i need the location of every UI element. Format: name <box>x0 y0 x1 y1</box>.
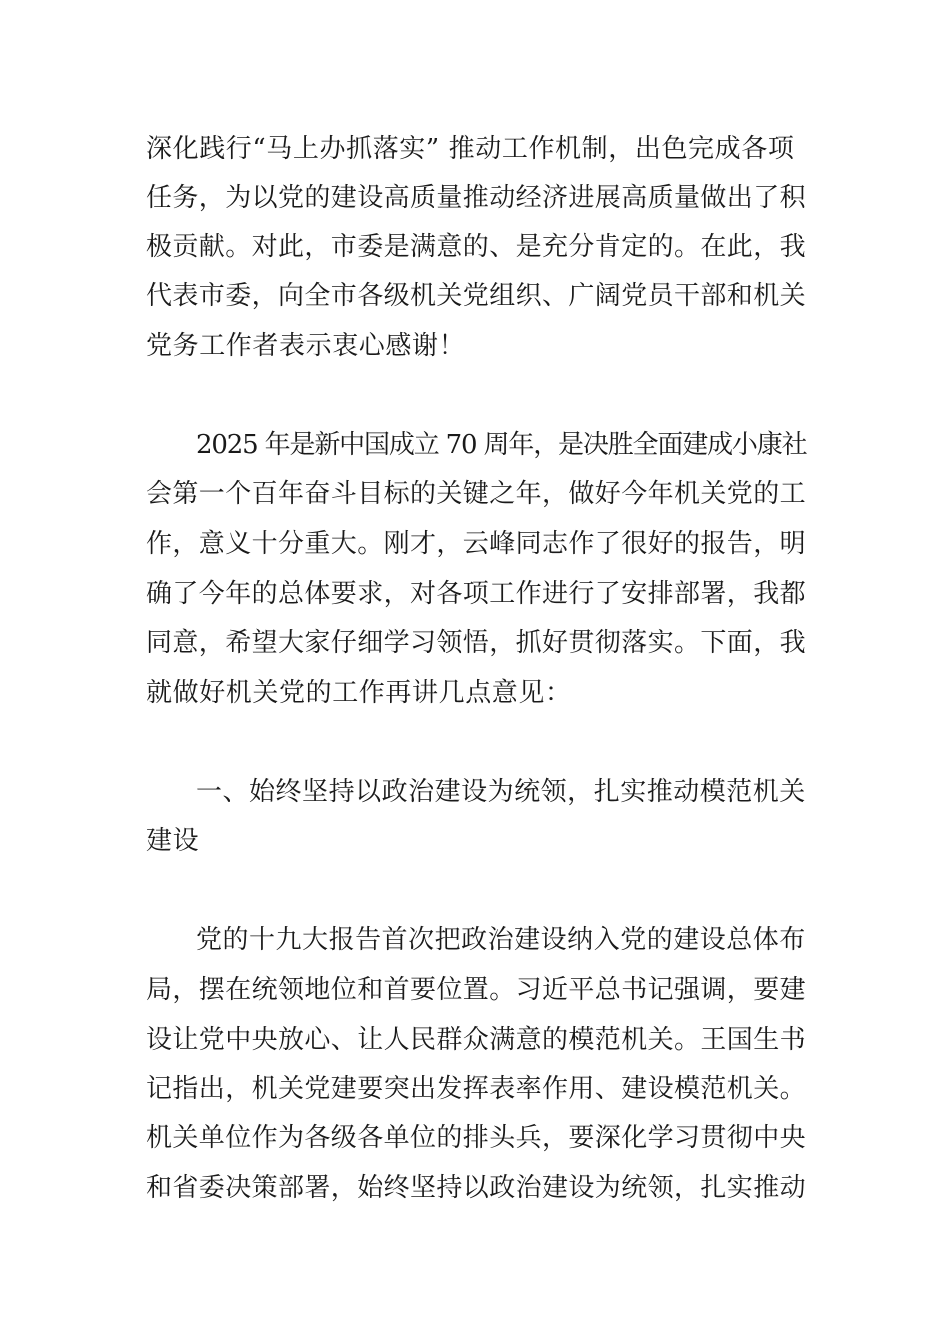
paragraph-2-line-3: 作，意义十分重大。刚才，云峰同志作了很好的报告，明 <box>146 529 807 559</box>
paragraph-2-line-6: 就做好机关党的工作再讲几点意见： <box>146 678 572 708</box>
paragraph-4-line-6: 和省委决策部署，始终坚持以政治建设为统领，扎实推动 <box>146 1173 807 1203</box>
paragraph-2-line-2: 会第一个百年奋斗目标的关键之年，做好今年机关党的工 <box>146 479 807 509</box>
paragraph-1-line-3: 极贡献。对此，市委是满意的、是充分肯定的。在此，我 <box>146 232 807 262</box>
paragraph-4-line-4: 记指出，机关党建要突出发挥表率作用、建设模范机关。 <box>146 1074 807 1104</box>
paragraph-4-line-1: 党的十九大报告首次把政治建设纳入党的建设总体布 <box>196 925 806 955</box>
section-heading-line-1: 一、始终坚持以政治建设为统领，扎实推动模范机关 <box>196 777 806 807</box>
paragraph-4-line-2: 局，摆在统领地位和首要位置。习近平总书记强调，要建 <box>146 975 807 1005</box>
paragraph-2-line-5: 同意，希望大家仔细学习领悟，抓好贯彻落实。下面，我 <box>146 628 807 658</box>
section-heading-line-2: 建设 <box>146 826 200 856</box>
paragraph-1-line-1: 深化践行“马上办抓落实” 推动工作机制，出色完成各项 <box>146 134 795 164</box>
paragraph-2-line-4: 确了今年的总体要求，对各项工作进行了安排部署，我都 <box>146 579 807 609</box>
paragraph-1-line-5: 党务工作者表示衷心感谢！ <box>146 331 466 361</box>
paragraph-4-line-3: 设让党中央放心、让人民群众满意的模范机关。王国生书 <box>146 1025 807 1055</box>
paragraph-1-line-4: 代表市委，向全市各级机关党组织、广阔党员干部和机关 <box>146 281 807 311</box>
paragraph-1-line-2: 任务，为以党的建设高质量推动经济进展高质量做出了积 <box>146 183 807 213</box>
paragraph-2-line-1: 2025 年是新中国成立 70 周年，是决胜全面建成小康社 <box>196 430 807 460</box>
paragraph-4-line-5: 机关单位作为各级各单位的排头兵，要深化学习贯彻中央 <box>146 1123 807 1153</box>
